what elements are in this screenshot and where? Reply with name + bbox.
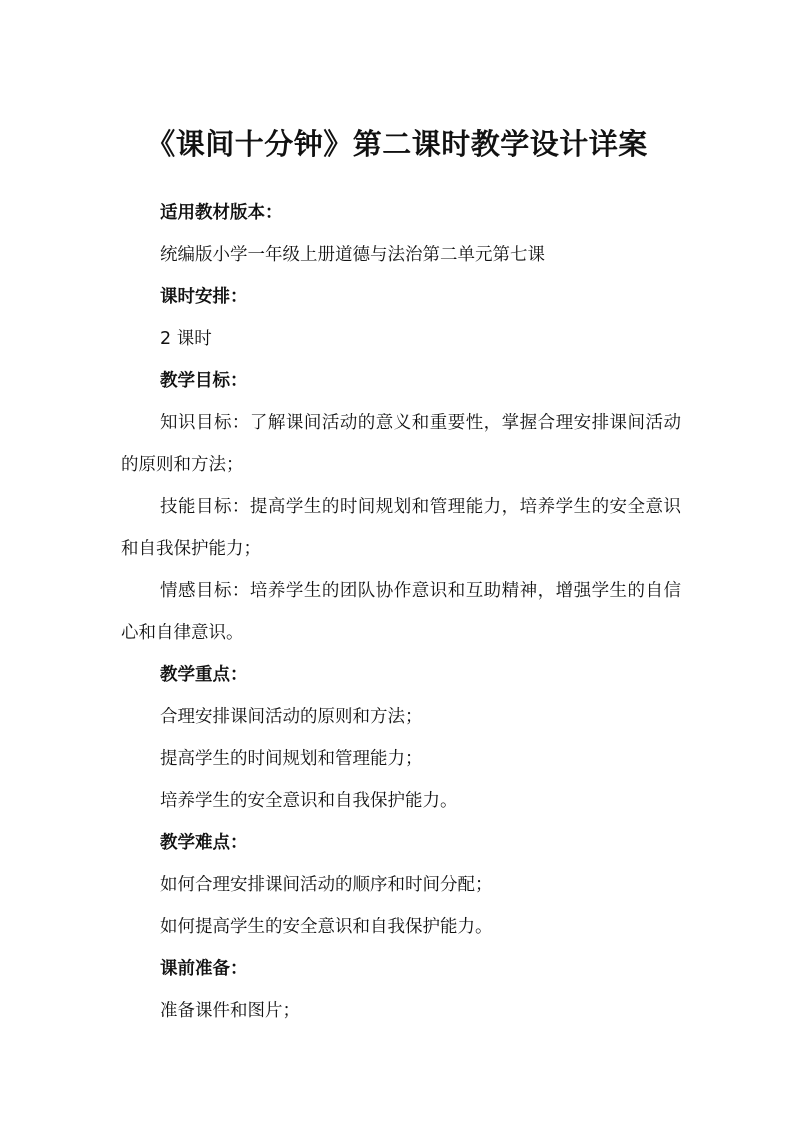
schedule-value: 2 课时	[160, 329, 212, 349]
textbook-label: 适用教材版本：	[160, 203, 283, 223]
difficulty-item: 如何提高学生的安全意识和自我保护能力。	[160, 917, 493, 937]
key-point-item: 提高学生的时间规划和管理能力；	[160, 749, 423, 769]
key-point-item: 培养学生的安全意识和自我保护能力。	[160, 791, 458, 811]
difficulties-label: 教学难点：	[160, 833, 248, 853]
key-points-label: 教学重点：	[160, 665, 248, 685]
document-title: 《课间十分钟》第二课时教学设计详案	[146, 127, 648, 161]
preparation-item: 准备课件和图片；	[160, 1001, 300, 1021]
key-point-item: 合理安排课间活动的原则和方法；	[160, 707, 423, 727]
preparation-label: 课前准备：	[160, 959, 248, 979]
difficulty-item: 如何合理安排课间活动的顺序和时间分配；	[160, 875, 493, 895]
schedule-label: 课时安排：	[160, 287, 248, 307]
goals-label: 教学目标：	[160, 371, 248, 391]
goal-skill: 技能目标：提高学生的时间规划和管理能力，培养学生的安全意识和自我保护能力；	[121, 497, 681, 559]
goal-knowledge: 知识目标：了解课间活动的意义和重要性，掌握合理安排课间活动的原则和方法；	[121, 413, 681, 475]
textbook-value: 统编版小学一年级上册道德与法治第二单元第七课	[160, 245, 545, 265]
goal-emotion: 情感目标：培养学生的团队协作意识和互助精神，增强学生的自信心和自律意识。	[121, 581, 681, 643]
